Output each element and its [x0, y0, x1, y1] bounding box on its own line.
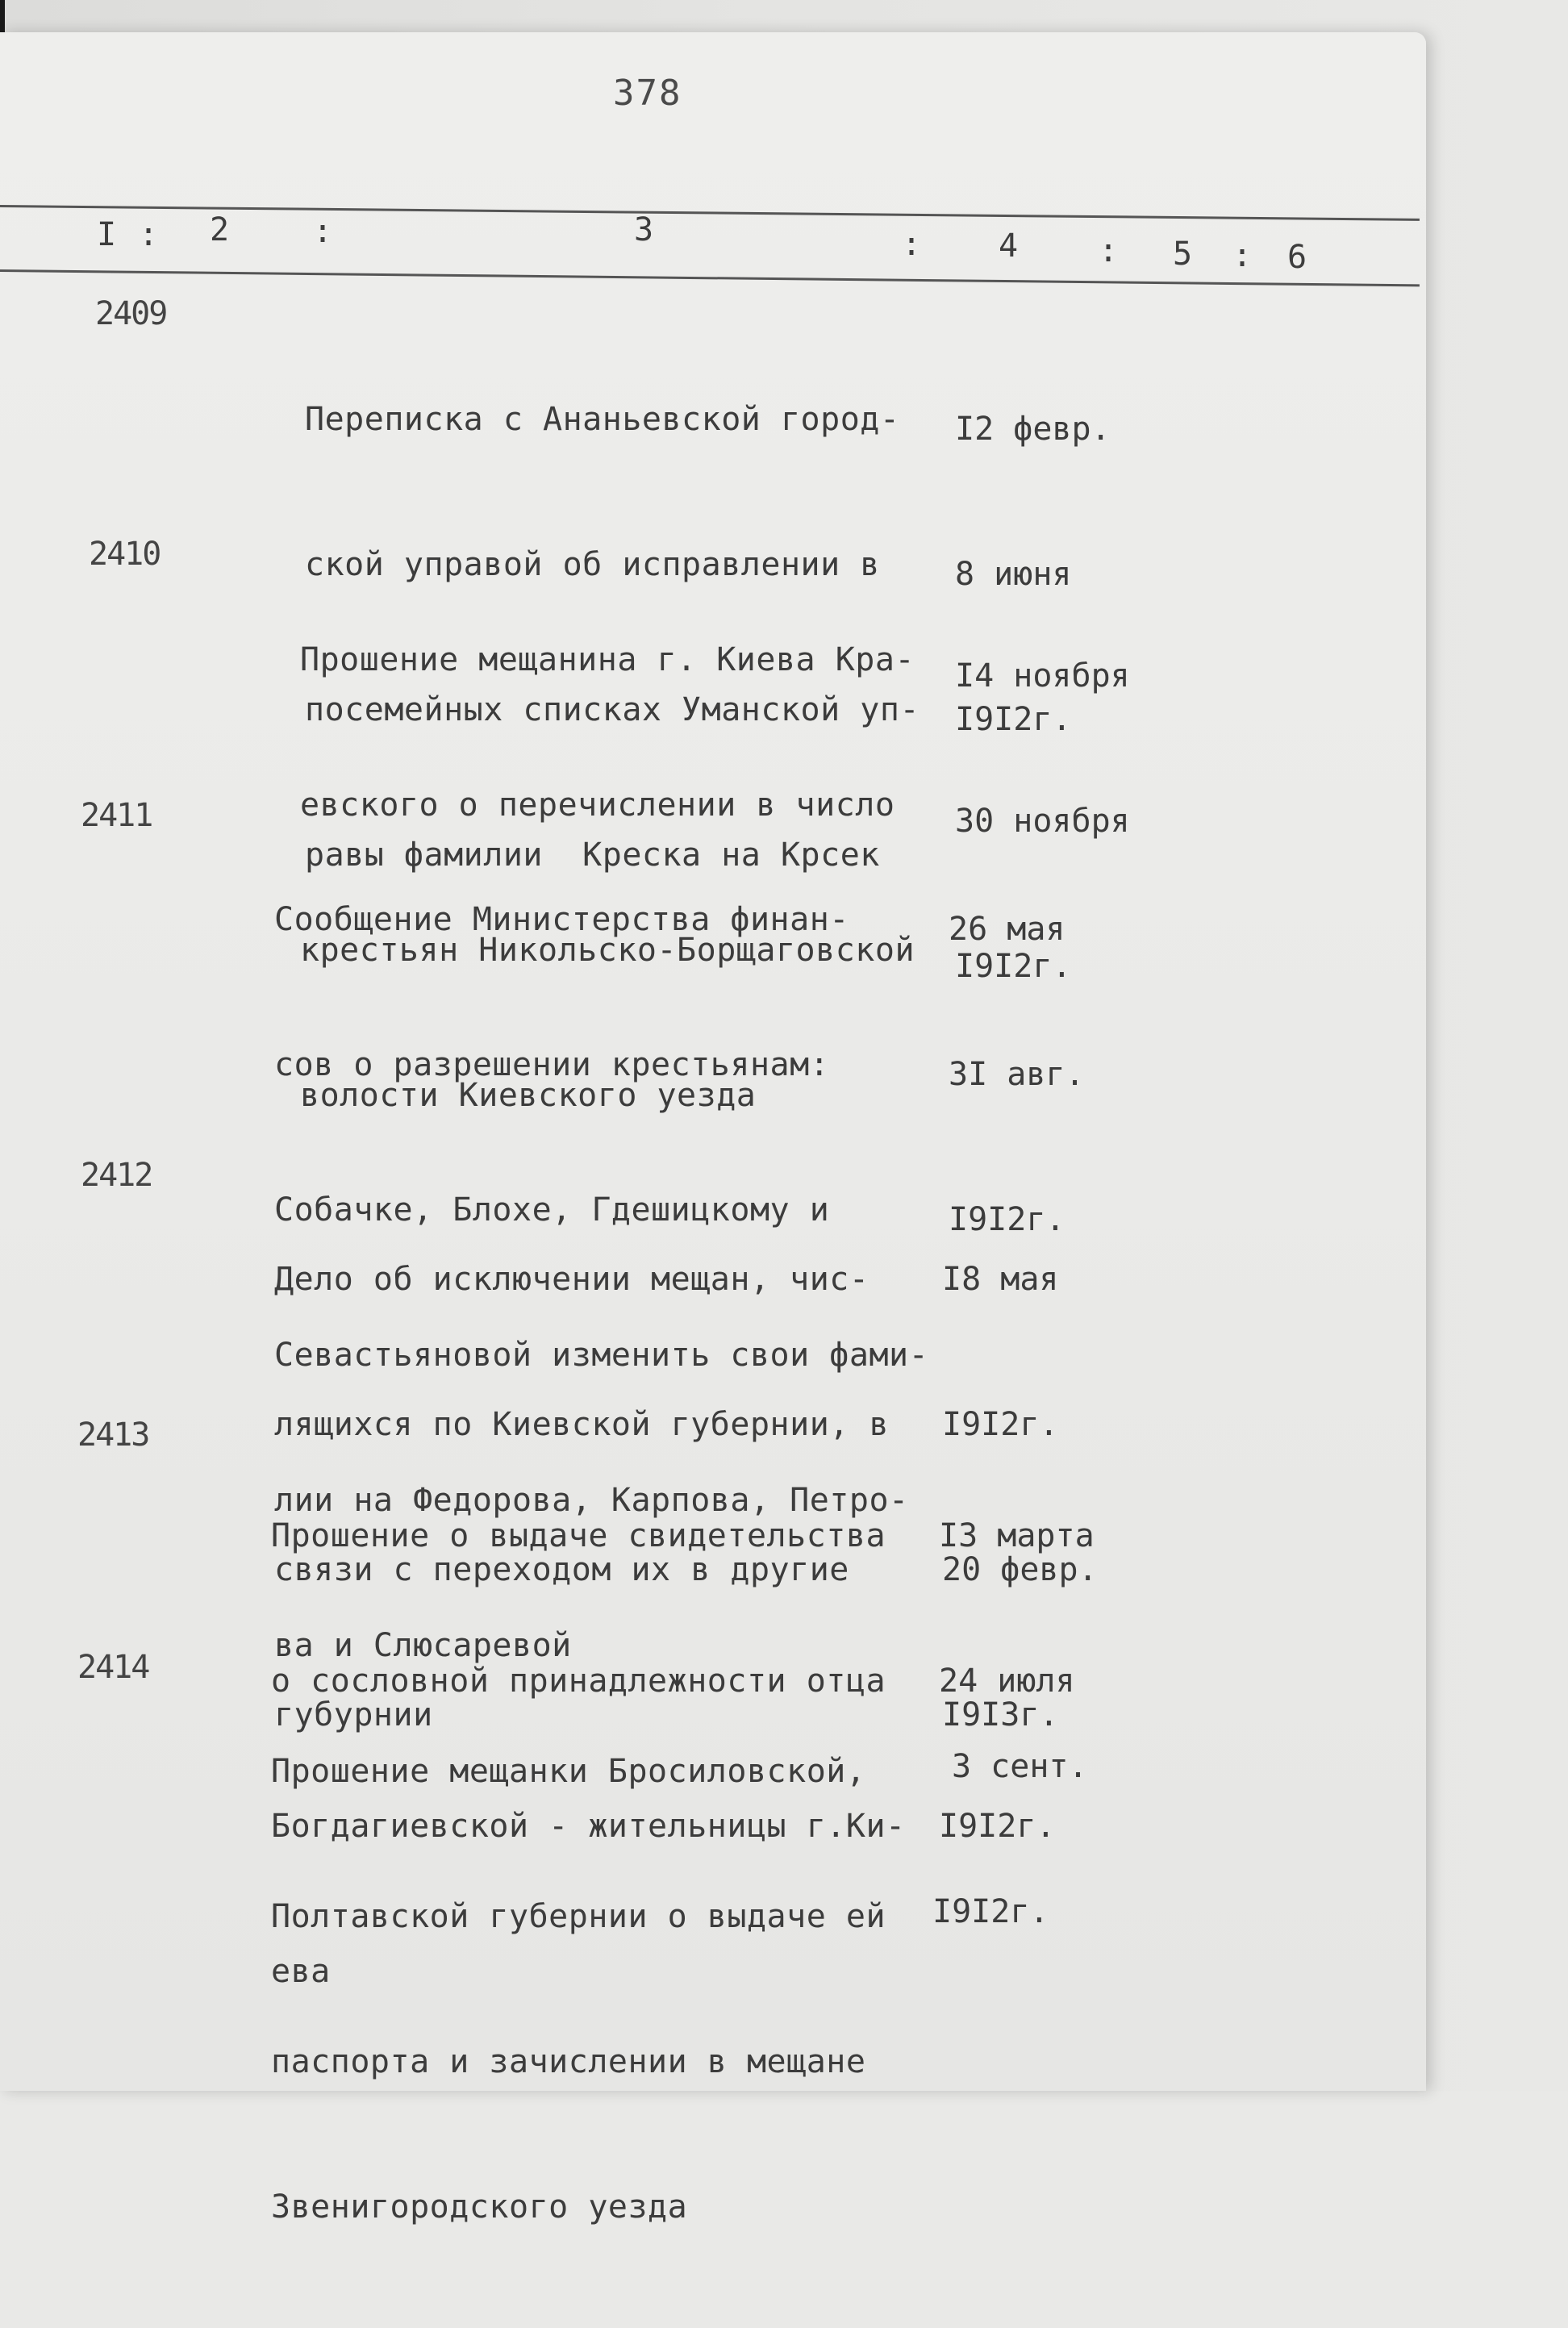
entry-description	[271, 1650, 886, 2328]
entry-number: 2413	[77, 1416, 149, 1454]
description-line: Прошение о выдаче свидетельства	[271, 1517, 886, 1554]
date-line: I9I2г.	[955, 948, 1072, 985]
date-line: I3 марта	[939, 1517, 1095, 1554]
date-line: 20 февр.	[942, 1551, 1098, 1588]
description-line: ева	[271, 1953, 331, 1990]
col-separator-5: :	[1232, 237, 1253, 274]
entry-number: 2411	[81, 797, 152, 834]
description-line: губурнии	[274, 1696, 433, 1733]
date-line: I9I2г.	[939, 1808, 1056, 1845]
date-line: 8 июня	[955, 556, 1072, 593]
entry-dates	[932, 1646, 1088, 2033]
date-line: I2 февр.	[955, 411, 1111, 448]
date-line: I9I2г.	[932, 1893, 1049, 1930]
col-header-5: 5	[1173, 236, 1193, 273]
date-line: 3 сент.	[952, 1748, 1088, 1785]
description-line: ва и Слюсаревой	[274, 1627, 572, 1664]
col-header-6: 6	[1287, 239, 1307, 276]
col-separator-3: :	[902, 226, 922, 263]
description-line: равы фамилии Креска на Крсек	[305, 836, 880, 874]
description-line: ской управой об исправлении в	[305, 546, 880, 583]
description-line: Полтавской губернии о выдаче ей	[271, 1898, 886, 1935]
description-line: Севастьяновой изменить свои фами-	[274, 1337, 929, 1374]
description-line: Прошение мещанки Бросиловской,	[271, 1753, 866, 1790]
description-line: Дело об исключении мещан, чис-	[274, 1261, 869, 1298]
description-line: лящихся по Киевской губернии, в	[274, 1406, 890, 1443]
col-header-2: 2	[210, 211, 230, 248]
date-line: I9I3г.	[942, 1696, 1059, 1733]
document-page	[0, 32, 1426, 2226]
col-header-4: 4	[999, 227, 1019, 265]
entry-number: 2414	[77, 1649, 149, 1686]
description-line: сов о разрешении крестьянам:	[274, 1046, 830, 1083]
description-line: паспорта и зачислении в мещане	[271, 2043, 866, 2080]
description-line: крестьян Никольско-Борщаговской	[300, 932, 915, 969]
description-line: посемейных списках Уманской уп-	[305, 691, 920, 728]
date-line: 26 мая	[949, 911, 1065, 948]
date-line: I9I2г.	[942, 1406, 1059, 1443]
description-line: Прошение мещанина г. Киева Кра-	[300, 641, 915, 678]
date-line: 3I авг.	[949, 1056, 1085, 1093]
date-line: 24 июля	[939, 1663, 1075, 1700]
description-line: волости Киевского уезда	[300, 1077, 757, 1114]
description-line: Сообщение Министерства финан-	[274, 901, 849, 938]
description-line: Звенигородского уезда	[271, 2188, 688, 2226]
date-line: I9I2г.	[949, 1201, 1065, 1238]
date-line: I8 мая	[942, 1261, 1059, 1298]
col-separator-1: :	[139, 216, 159, 253]
description-line: лии на Федорова, Карпова, Петро-	[274, 1482, 909, 1519]
description-line: Собачке, Блохе, Гдешицкому и	[274, 1191, 830, 1229]
col-header-1: I	[97, 216, 117, 253]
page-number: 378	[613, 73, 682, 114]
description-line: евского о перечислении в число	[300, 786, 895, 824]
header-bottom-rule	[0, 269, 1420, 286]
description-line: о сословной принадлежности отца	[271, 1663, 886, 1700]
entry-number: 2412	[81, 1157, 152, 1194]
col-header-3: 3	[634, 211, 654, 248]
description-line: связи с переходом их в другие	[274, 1551, 849, 1588]
scan-edge	[0, 0, 5, 32]
entry-number: 2409	[95, 295, 167, 332]
date-line: I9I2г.	[955, 701, 1072, 738]
date-line: 30 ноября	[955, 803, 1130, 840]
description-line: Богдагиевской - жительницы г.Ки-	[271, 1808, 906, 1845]
entry-number: 2410	[89, 536, 161, 573]
description-line: Переписка с Ананьевской город-	[305, 401, 900, 438]
date-line: I4 ноября	[955, 657, 1130, 695]
col-separator-4: :	[1099, 232, 1119, 269]
col-separator-2: :	[313, 213, 333, 250]
